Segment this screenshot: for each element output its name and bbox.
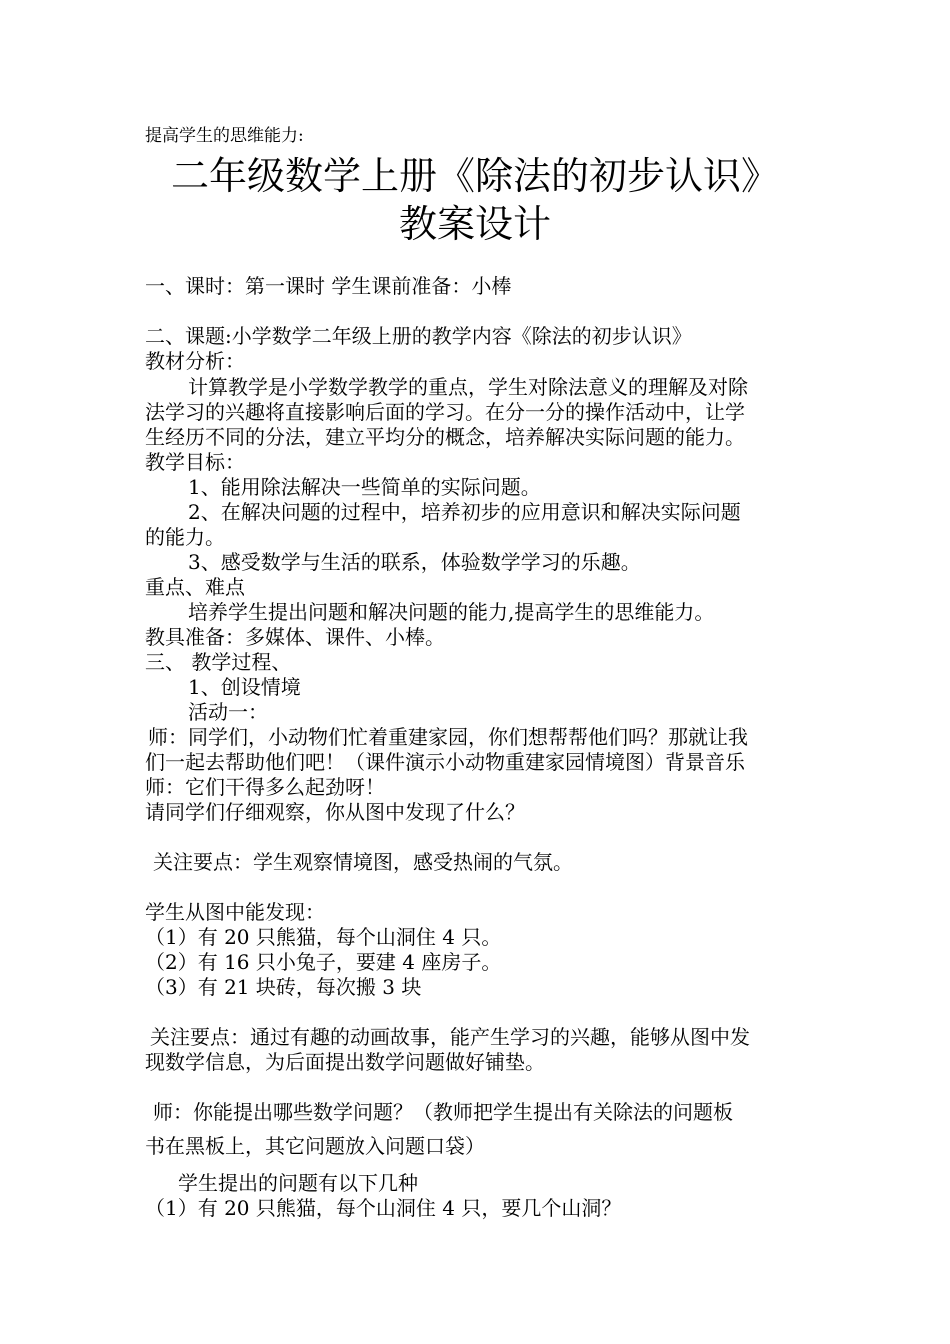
paragraph-line: 学生从图中能发现： (145, 900, 325, 924)
section-topic: 二、课题:小学数学二年级上册的教学内容《除法的初步认识》 (145, 324, 692, 348)
heading-teaching-goals: 教学目标： (145, 450, 245, 474)
list-item: （1）有 20 只熊猫，每个山洞住 4 只。 (145, 925, 502, 949)
paragraph-line: 师：你能提出哪些数学问题？（教师把学生提出有关除法的问题板 (153, 1100, 733, 1124)
subheading: 活动一： (188, 700, 268, 724)
paragraph-line: 们一起去帮助他们吧！（课件演示小动物重建家园情境图）背景音乐 (145, 750, 745, 774)
goal-item: 2、在解决问题的过程中，培养初步的应用意识和解决实际问题 (188, 500, 741, 524)
subheading: 1、创设情境 (188, 675, 301, 699)
subheading: 学生提出的问题有以下几种 (178, 1171, 418, 1195)
paragraph-line: 计算教学是小学数学教学的重点，学生对除法意义的理解及对除 (188, 375, 748, 399)
paragraph-line: 生经历不同的分法，建立平均分的概念，培养解决实际问题的能力。 (145, 425, 745, 449)
focus-note: 关注要点：通过有趣的动画故事，能产生学习的兴趣，能够从图中发 (150, 1025, 750, 1049)
heading-key-points: 重点、难点 (145, 575, 245, 599)
paragraph-line: 请同学们仔细观察，你从图中发现了什么？ (145, 800, 525, 824)
teaching-aids: 教具准备：多媒体、课件、小棒。 (145, 625, 445, 649)
focus-note-continued: 现数学信息，为后面提出数学问题做好铺垫。 (145, 1050, 545, 1074)
paragraph-line: 师：它们干得多么起劲呀！ (145, 775, 385, 799)
list-item: （2）有 16 只小兔子，要建 4 座房子。 (145, 950, 502, 974)
header-fragment: 提高学生的思维能力: (145, 126, 304, 146)
goal-item-continued: 的能力。 (145, 525, 225, 549)
heading-material-analysis: 教材分析： (145, 349, 245, 373)
paragraph-line: 书在黑板上，其它问题放入问题口袋） (145, 1134, 485, 1158)
paragraph-line: 师：同学们，小动物们忙着重建家园，你们想帮帮他们吗？那就让我 (148, 725, 748, 749)
list-item: （1）有 20 只熊猫，每个山洞住 4 只，要几个山洞？ (145, 1196, 622, 1220)
goal-item: 3、感受数学与生活的联系，体验数学学习的乐趣。 (188, 550, 641, 574)
goal-item: 1、能用除法解决一些简单的实际问题。 (188, 475, 541, 499)
list-item: （3）有 21 块砖，每次搬 3 块 (145, 975, 422, 999)
paragraph-line: 培养学生提出问题和解决问题的能力,提高学生的思维能力。 (188, 600, 715, 624)
document-title-line-1: 二年级数学上册《除法的初步认识》 (170, 154, 779, 198)
paragraph-line: 法学习的兴趣将直接影响后面的学习。在分一分的操作活动中，让学 (145, 400, 745, 424)
heading-teaching-process: 三、 教学过程、 (145, 650, 292, 674)
focus-note: 关注要点：学生观察情境图，感受热闹的气氛。 (153, 850, 573, 874)
document-title-line-2: 教案设计 (398, 202, 551, 246)
section-lesson-time: 一、课时：第一课时 学生课前准备：小棒 (145, 274, 512, 298)
